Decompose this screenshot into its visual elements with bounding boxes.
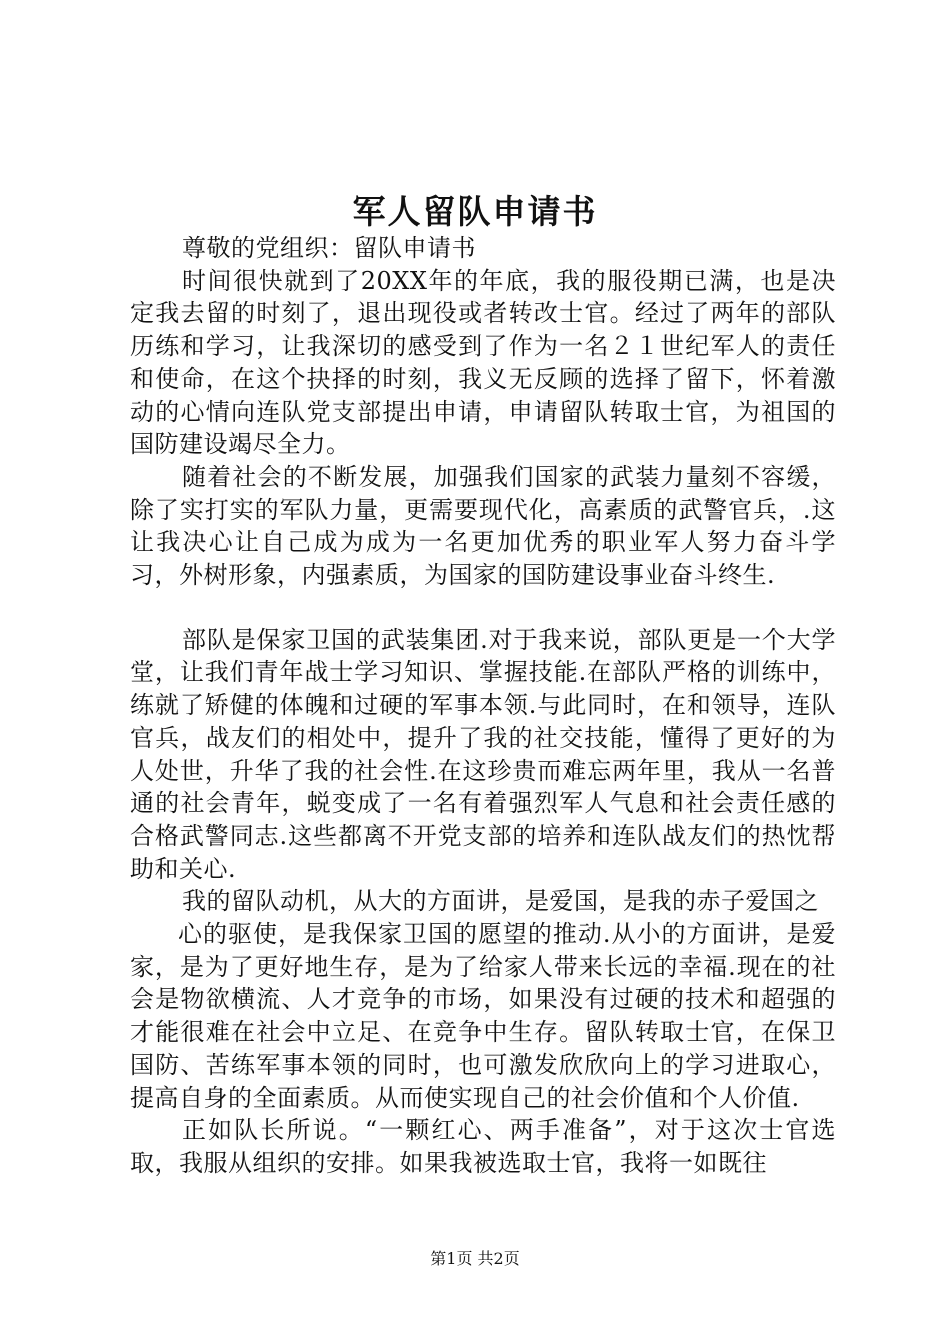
- salutation: 尊敬的党组织：留队申请书: [182, 234, 476, 262]
- paragraph-3: 部队是保家卫国的武装集团.对于我来说，部队更是一个大学堂，让我们青年战士学习知识、掌握技能.在部队严格的训练中，练就了矫健的体魄和过硬的军事本领.与此同时，在和领导，连队官兵，战友们的相处中，提升了我的社交技能，懂得了更好的为人处世，升华了我的社会性.在这珍贵而难忘两年里，我从一名普通的社会青年，蜕变成了一名有着强烈军人气息和社会责任感的合格武警同志.这些都离不开党支部的培养和连队战友们的热忱帮助和关心.: [130, 625, 836, 883]
- paragraph-6: 正如队长所说。“一颗红心、两手准备”，对于这次士官选取，我服从组织的安排。如果我被选取士官，我将一如既往: [130, 1116, 836, 1177]
- paragraph-2: 随着社会的不断发展，加强我们国家的武装力量刻不容缓，除了实打实的军队力量，更需要现代化，高素质的武警官兵，.这让我决心让自己成为成为一名更加优秀的职业军人努力奋斗学习，外树形象，内强素质，为国家的国防建设事业奋斗终生.: [130, 462, 836, 590]
- page-footer: 第1页 共2页: [430, 1249, 520, 1268]
- paragraph-5: 心的驱使，是我保家卫国的愿望的推动.从小的方面讲，是爱家，是为了更好地生存，是为了给家人带来长远的幸福.现在的社会是物欲横流、人才竞争的市场，如果没有过硬的技术和超强的才能很难在社会中立足、在竞争中生存。留队转取士官，在保卫国防、苦练军事本领的同时，也可激发欣欣向上的学习进取心，提高自身的全面素质。从而使实现自己的社会价值和个人价值.: [130, 920, 836, 1112]
- paragraph-1: 时间很快就到了20XX年的年底，我的服役期已满，也是决定我去留的时刻了，退出现役或者转改士官。经过了两年的部队历练和学习，让我深切的感受到了作为一名２１世纪军人的责任和使命，在这个抉择的时刻，我义无反顾的选择了留下，怀着激动的心情向连队党支部提出申请，申请留队转取士官，为祖国的国防建设竭尽全力。: [130, 266, 836, 459]
- paragraph-gap: [130, 592, 836, 624]
- document-body: [130, 232, 836, 1180]
- paragraph-4: 我的留队动机，从大的方面讲，是爱国，是我的赤子爱国之: [182, 887, 819, 916]
- document-title: 军人留队申请书: [352, 192, 598, 231]
